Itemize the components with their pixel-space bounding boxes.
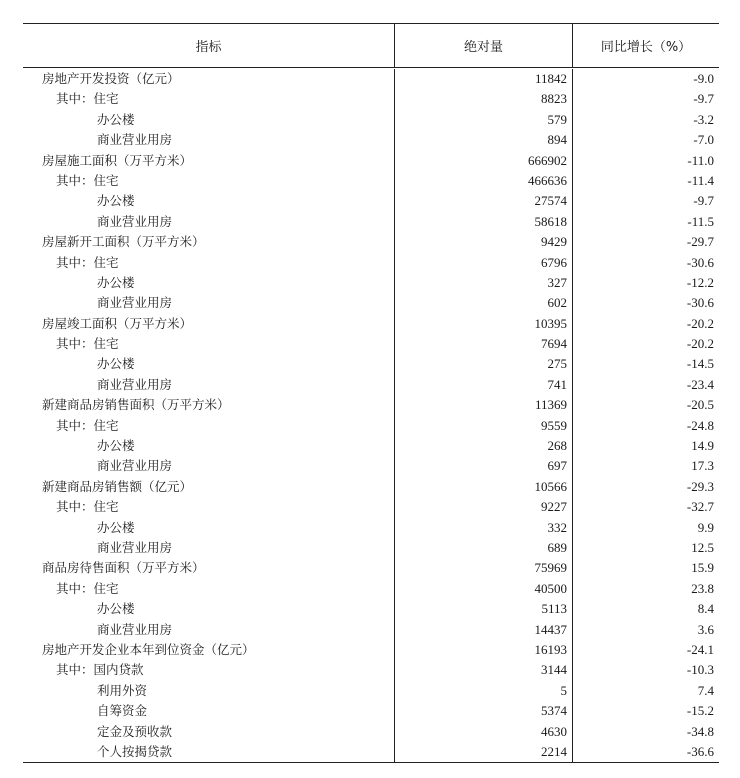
row-absolute-value: 689 — [394, 538, 572, 558]
data-table — [23, 23, 719, 763]
row-absolute-value: 466636 — [394, 171, 572, 191]
row-label: 办公楼 — [97, 274, 135, 290]
table-row — [23, 701, 719, 721]
row-yoy-value: -9.7 — [572, 191, 719, 211]
row-label: 个人按揭贷款 — [97, 743, 173, 759]
row-yoy-value: -3.2 — [572, 110, 719, 130]
row-label: 自筹资金 — [97, 703, 148, 719]
row-absolute-value: 9429 — [394, 232, 572, 252]
row-absolute-value: 7694 — [394, 334, 572, 354]
row-label: 其中：住宅 — [56, 336, 119, 352]
row-yoy-value: 3.6 — [572, 620, 719, 640]
row-label: 其中：住宅 — [56, 91, 119, 107]
row-yoy-value: -30.6 — [572, 293, 719, 313]
row-absolute-value: 10566 — [394, 477, 572, 497]
row-label: 其中：住宅 — [56, 499, 119, 515]
row-absolute-value: 75969 — [394, 558, 572, 578]
table-body — [23, 68, 719, 763]
row-absolute-value: 894 — [394, 130, 572, 150]
row-yoy-value: -23.4 — [572, 375, 719, 395]
table-row — [23, 110, 719, 130]
table-header — [23, 23, 719, 68]
row-yoy-value: 23.8 — [572, 579, 719, 599]
row-absolute-value: 3144 — [394, 660, 572, 680]
row-label: 商业营业用房 — [97, 458, 173, 474]
table-row — [23, 171, 719, 191]
row-label: 定金及预收款 — [97, 723, 173, 739]
row-label: 房地产开发企业本年到位资金（亿元） — [42, 641, 255, 657]
row-label: 房屋新开工面积（万平方米） — [42, 234, 205, 250]
row-yoy-value: -11.0 — [572, 151, 719, 171]
row-label: 新建商品房销售面积（万平方米） — [42, 397, 230, 413]
table-row — [23, 497, 719, 517]
row-label: 房地产开发投资（亿元） — [42, 71, 180, 86]
row-label: 其中：国内贷款 — [56, 662, 144, 678]
row-label: 利用外资 — [97, 682, 148, 698]
row-absolute-value: 11842 — [394, 69, 572, 89]
table-row — [23, 273, 719, 293]
row-label: 商业营业用房 — [97, 213, 173, 229]
table-row — [23, 722, 719, 742]
row-absolute-value: 697 — [394, 456, 572, 476]
row-label: 新建商品房销售额（亿元） — [42, 478, 193, 494]
row-absolute-value: 2214 — [394, 742, 572, 762]
row-absolute-value: 40500 — [394, 579, 572, 599]
row-yoy-value: -30.6 — [572, 253, 719, 273]
row-label: 办公楼 — [97, 438, 135, 454]
row-yoy-value: 17.3 — [572, 456, 719, 476]
row-yoy-value: -15.2 — [572, 701, 719, 721]
row-yoy-value: -24.1 — [572, 640, 719, 660]
row-label: 办公楼 — [97, 519, 135, 535]
row-absolute-value: 27574 — [394, 191, 572, 211]
table-row — [23, 640, 719, 660]
row-label: 商业营业用房 — [97, 621, 173, 637]
row-absolute-value: 268 — [394, 436, 572, 456]
row-yoy-value: -11.4 — [572, 171, 719, 191]
row-label: 商业营业用房 — [97, 376, 173, 392]
table-row — [23, 558, 719, 578]
row-yoy-value: -24.8 — [572, 416, 719, 436]
row-yoy-value: 8.4 — [572, 599, 719, 619]
row-label: 办公楼 — [97, 356, 135, 372]
row-absolute-value: 6796 — [394, 253, 572, 273]
table-row — [23, 151, 719, 171]
table-row — [23, 660, 719, 680]
header-indicator: 指标 — [195, 40, 222, 55]
row-label: 商业营业用房 — [97, 132, 173, 148]
row-yoy-value: -29.7 — [572, 232, 719, 252]
table-row — [23, 579, 719, 599]
row-yoy-value: 9.9 — [572, 518, 719, 538]
row-yoy-value: -34.8 — [572, 722, 719, 742]
row-absolute-value: 275 — [394, 354, 572, 374]
row-absolute-value: 9227 — [394, 497, 572, 517]
row-yoy-value: 14.9 — [572, 436, 719, 456]
row-yoy-value: -11.5 — [572, 212, 719, 232]
table-row — [23, 416, 719, 436]
row-absolute-value: 602 — [394, 293, 572, 313]
table-row — [23, 293, 719, 313]
row-absolute-value: 5374 — [394, 701, 572, 721]
row-absolute-value: 5 — [394, 681, 572, 701]
table-row — [23, 89, 719, 109]
row-yoy-value: -20.2 — [572, 314, 719, 334]
table-row — [23, 436, 719, 456]
row-label: 办公楼 — [97, 111, 135, 127]
row-absolute-value: 14437 — [394, 620, 572, 640]
row-yoy-value: -20.5 — [572, 395, 719, 415]
row-yoy-value: -9.0 — [572, 69, 719, 89]
table-row — [23, 253, 719, 273]
header-absolute: 绝对量 — [394, 24, 572, 67]
table-row — [23, 232, 719, 252]
row-yoy-value: -36.6 — [572, 742, 719, 762]
table-row — [23, 212, 719, 232]
table-row — [23, 130, 719, 150]
row-yoy-value: 12.5 — [572, 538, 719, 558]
row-absolute-value: 58618 — [394, 212, 572, 232]
table-row — [23, 538, 719, 558]
row-label: 其中：住宅 — [56, 172, 119, 188]
row-yoy-value: -12.2 — [572, 273, 719, 293]
row-label: 商业营业用房 — [97, 539, 173, 555]
row-yoy-value: 15.9 — [572, 558, 719, 578]
row-absolute-value: 9559 — [394, 416, 572, 436]
row-yoy-value: -10.3 — [572, 660, 719, 680]
table-row — [23, 456, 719, 476]
row-yoy-value: -7.0 — [572, 130, 719, 150]
table-row — [23, 191, 719, 211]
row-label: 商业营业用房 — [97, 295, 173, 311]
row-absolute-value: 579 — [394, 110, 572, 130]
table-row — [23, 395, 719, 415]
row-absolute-value: 4630 — [394, 722, 572, 742]
row-absolute-value: 8823 — [394, 89, 572, 109]
row-absolute-value: 11369 — [394, 395, 572, 415]
row-absolute-value: 16193 — [394, 640, 572, 660]
row-label: 办公楼 — [97, 193, 135, 209]
row-yoy-value: 7.4 — [572, 681, 719, 701]
table-row — [23, 334, 719, 354]
row-label: 房屋竣工面积（万平方米） — [42, 315, 193, 331]
row-label: 其中：住宅 — [56, 254, 119, 270]
table-row — [23, 314, 719, 334]
row-yoy-value: -32.7 — [572, 497, 719, 517]
row-yoy-value: -29.3 — [572, 477, 719, 497]
row-label: 房屋施工面积（万平方米） — [42, 152, 193, 168]
row-label: 其中：住宅 — [56, 580, 119, 596]
table-row — [23, 599, 719, 619]
header-yoy: 同比增长（%） — [572, 24, 719, 67]
table-row — [23, 68, 719, 89]
row-yoy-value: -9.7 — [572, 89, 719, 109]
row-absolute-value: 327 — [394, 273, 572, 293]
row-yoy-value: -20.2 — [572, 334, 719, 354]
table-row — [23, 477, 719, 497]
table-row — [23, 375, 719, 395]
row-label: 其中：住宅 — [56, 417, 119, 433]
row-absolute-value: 332 — [394, 518, 572, 538]
row-absolute-value: 5113 — [394, 599, 572, 619]
table-row — [23, 681, 719, 701]
row-yoy-value: -14.5 — [572, 354, 719, 374]
table-row — [23, 518, 719, 538]
row-absolute-value: 666902 — [394, 151, 572, 171]
table-row — [23, 354, 719, 374]
row-absolute-value: 10395 — [394, 314, 572, 334]
table-row — [23, 742, 719, 762]
row-label: 商品房待售面积（万平方米） — [42, 560, 205, 576]
row-label: 办公楼 — [97, 601, 135, 617]
row-absolute-value: 741 — [394, 375, 572, 395]
table-row — [23, 620, 719, 640]
